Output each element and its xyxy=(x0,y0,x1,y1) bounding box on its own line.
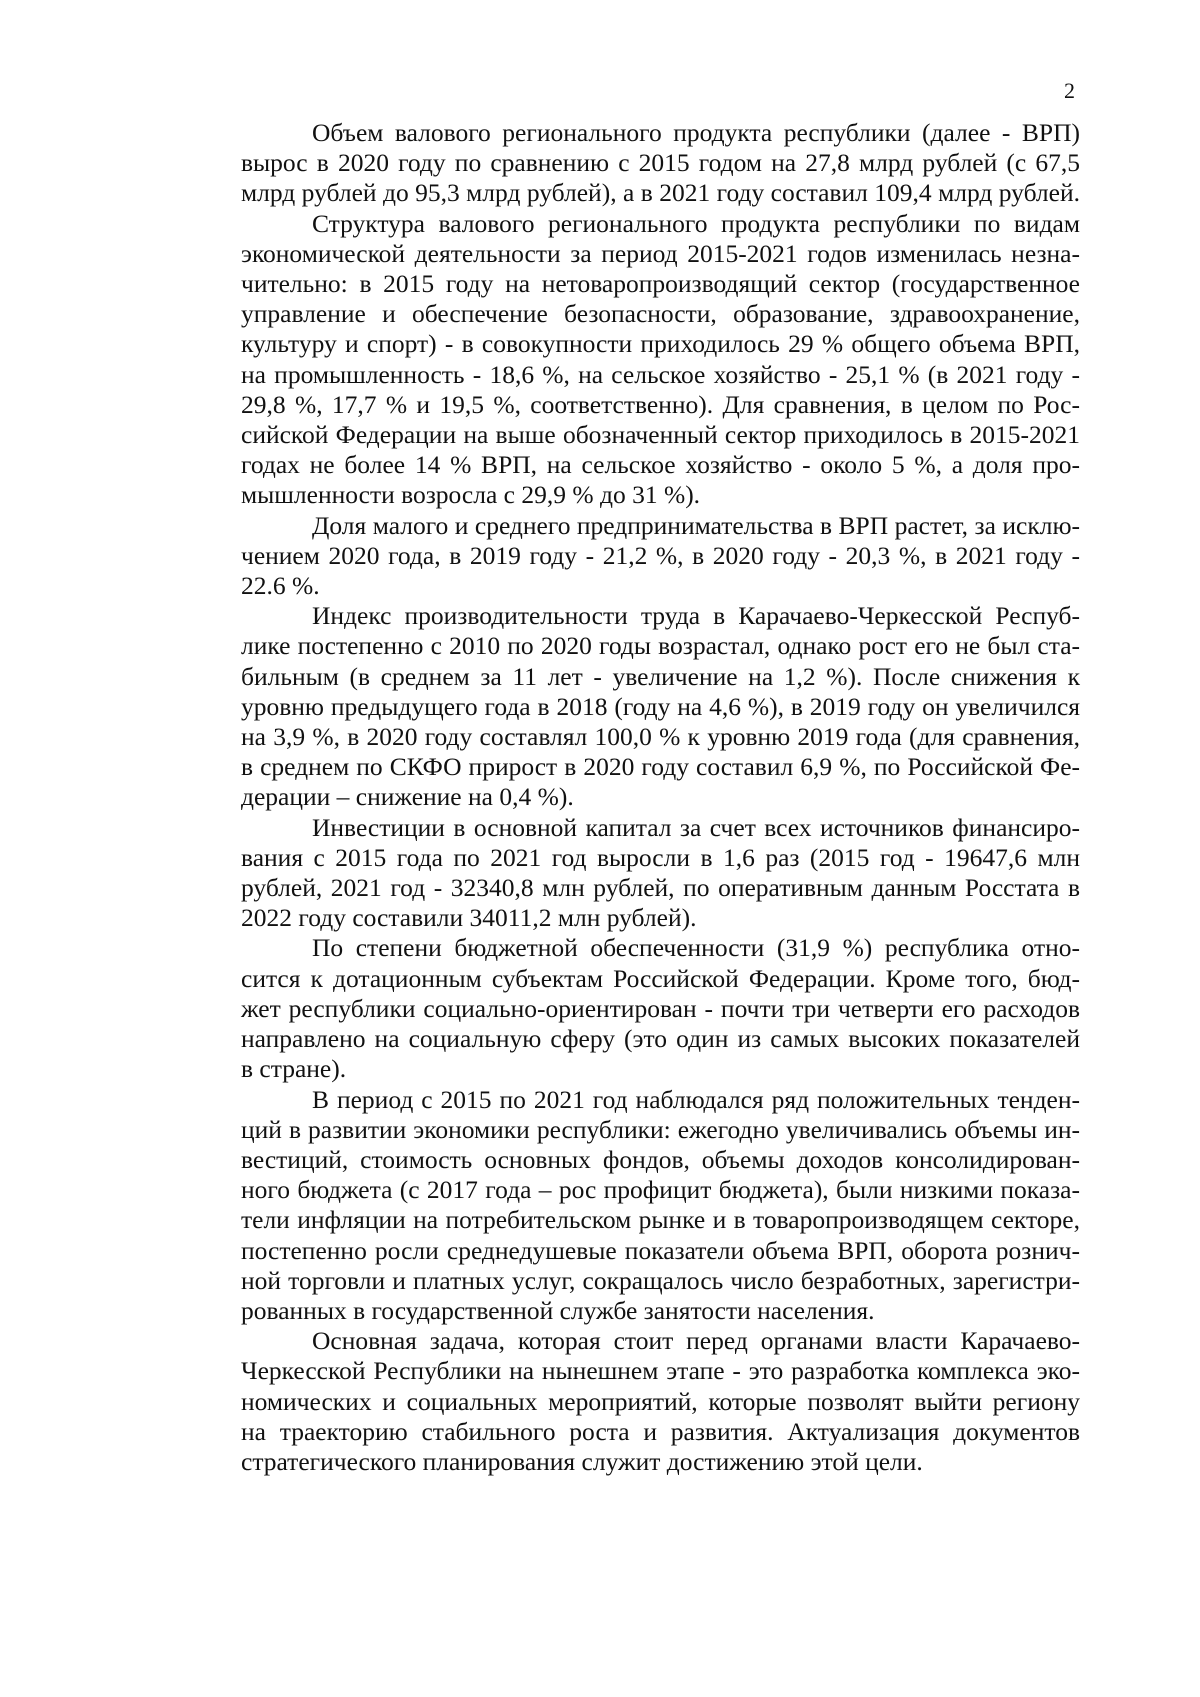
paragraph-structure xyxy=(170,209,1080,511)
paragraph-trends xyxy=(170,1085,1080,1327)
text-line: сийской Федерации на выше обозначенный сектор приходилось в 2015-2021 xyxy=(241,420,1080,450)
text-line: на 3,9 %, в 2020 году составлял 100,0 % к уровню 2019 года (для сравнения, xyxy=(241,722,1080,752)
text-line: Объем валового регионального продукта республики (далее - ВРП) xyxy=(312,118,1080,147)
paragraph-budget xyxy=(170,933,1080,1084)
text-line: В период с 2015 по 2021 год наблюдался ряд положительных тенден- xyxy=(312,1084,1080,1114)
text-line: ного бюджета (с 2017 года – рос профицит бюджета), были низкими показа- xyxy=(241,1175,1080,1205)
text-line: 2022 году составили 34011,2 млн рублей). xyxy=(241,903,697,933)
text-line: бильным (в среднем за 11 лет - увеличение на 1,2 %). После снижения к xyxy=(241,661,1080,691)
text-line: чением 2020 года, в 2019 году - 21,2 %, в 2020 году - 20,3 %, в 2021 году - xyxy=(241,540,1080,570)
text-line: стратегического планирования служит достижению этой цели. xyxy=(241,1446,923,1476)
text-line: ций в развитии экономики республики: ежегодно увеличивались объемы ин- xyxy=(241,1114,1080,1144)
document-body xyxy=(170,118,1080,1477)
text-line: культуру и спорт) - в совокупности приходилось 29 % общего объема ВРП, xyxy=(241,329,1080,359)
text-line: в среднем по СКФО прирост в 2020 году составил 6,9 %, по Российской Фе- xyxy=(241,752,1080,782)
text-line: управление и обеспечение безопасности, образование, здравоохранение, xyxy=(241,299,1080,329)
text-line: Черкесской Республики на нынешнем этапе - это разработка комплекса эко- xyxy=(241,1356,1080,1386)
text-line: По степени бюджетной обеспеченности (31,9 %) республика отно- xyxy=(312,933,1080,963)
text-line: годах не более 14 % ВРП, на сельское хозяйство - около 5 %, а доля про- xyxy=(241,450,1080,480)
text-line: тели инфляции на потребительском рынке и в товаропроизводящем секторе, xyxy=(241,1205,1080,1235)
text-line: рублей, 2021 год - 32340,8 млн рублей, по оперативным данным Росстата в xyxy=(241,873,1080,903)
text-line: млрд рублей до 95,3 млрд рублей), а в 2021 году составил 109,4 млрд рублей. xyxy=(241,178,1080,208)
paragraph-grp xyxy=(170,118,1080,209)
text-line: направлено на социальную сферу (это один из самых высоких показателей xyxy=(241,1024,1080,1054)
text-line: ной торговли и платных услуг, сокращалось число безработных, зарегистри- xyxy=(241,1265,1080,1295)
text-line: номических и социальных мероприятий, которые позволят выйти региону xyxy=(241,1386,1080,1416)
text-line: мышленности возросла с 29,9 % до 31 %). xyxy=(241,480,701,510)
text-line: дерации – снижение на 0,4 %). xyxy=(241,782,574,812)
text-line: на промышленность - 18,6 %, на сельское хозяйство - 25,1 % (в 2021 году - xyxy=(241,359,1080,389)
text-line: Структура валового регионального продукта республики по видам xyxy=(312,208,1080,238)
paragraph-investments xyxy=(170,813,1080,934)
text-line: жет республики социально-ориентирован - почти три четверти его расходов xyxy=(241,993,1080,1023)
text-line: в стране). xyxy=(241,1054,347,1084)
text-line: сится к дотационным субъектам Российской Федерации. Кроме того, бюд- xyxy=(241,963,1080,993)
text-line: Инвестиции в основной капитал за счет всех источников финансиро- xyxy=(312,812,1080,842)
text-line: Основная задача, которая стоит перед органами власти Карачаево- xyxy=(312,1326,1080,1356)
text-line: Доля малого и среднего предпринимательства в ВРП растет, за исклю- xyxy=(312,510,1080,540)
page-number: 2 xyxy=(1064,78,1075,103)
paragraph-main-task xyxy=(170,1326,1080,1477)
paragraph-productivity xyxy=(170,601,1080,812)
paragraph-sme-share xyxy=(170,511,1080,602)
text-line: чительно: в 2015 году на нетоваропроизводящий сектор (государственное xyxy=(241,269,1080,299)
text-line: 22.6 %. xyxy=(241,571,320,601)
text-line: экономической деятельности за период 2015-2021 годов изменилась незна- xyxy=(241,238,1080,268)
text-line: вания с 2015 года по 2021 год выросли в 1,6 раз (2015 год - 19647,6 млн xyxy=(241,842,1080,872)
text-line: уровню предыдущего года в 2018 (году на 4,6 %), в 2019 году он увеличился xyxy=(241,691,1080,721)
text-line: вестиций, стоимость основных фондов, объемы доходов консолидирован- xyxy=(241,1144,1080,1174)
text-line: рованных в государственной службе занятости населения. xyxy=(241,1295,875,1325)
text-line: постепенно росли среднедушевые показатели объема ВРП, оборота рознич- xyxy=(241,1235,1080,1265)
text-line: вырос в 2020 году по сравнению с 2015 годом на 27,8 млрд рублей (с 67,5 xyxy=(241,148,1080,178)
text-line: Индекс производительности труда в Карачаево-Черкесской Респуб- xyxy=(312,601,1080,631)
text-line: на траекторию стабильного роста и развития. Актуализация документов xyxy=(241,1416,1080,1446)
text-line: лике постепенно с 2010 по 2020 годы возрастал, однако рост его не был ста- xyxy=(241,631,1080,661)
text-line: 29,8 %, 17,7 % и 19,5 %, соответственно). Для сравнения, в целом по Рос- xyxy=(241,389,1080,419)
